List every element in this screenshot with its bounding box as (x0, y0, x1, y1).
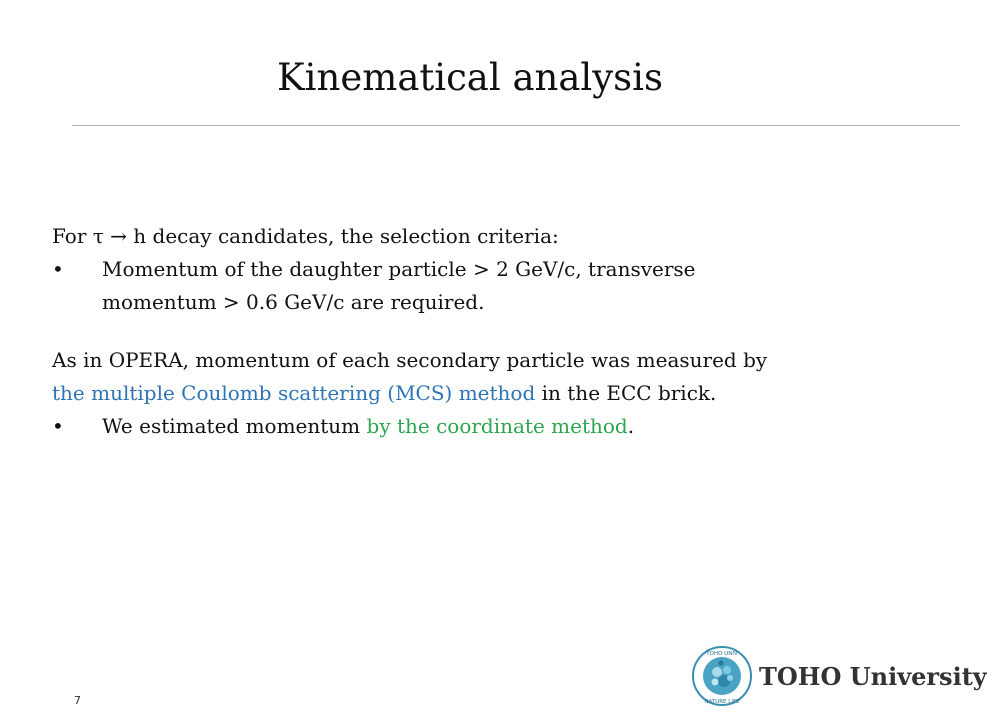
bullet2-text (102, 410, 932, 443)
title-divider (72, 125, 960, 126)
university-name: TOHO University (759, 661, 987, 691)
slide-body (52, 220, 932, 443)
para2-line2 (52, 377, 932, 410)
toho-university-logo (691, 646, 987, 706)
bullet1-line2: momentum > 0.6 GeV/c are required. (102, 290, 485, 314)
university-seal-icon (691, 645, 753, 707)
page-number: 7 (74, 694, 81, 707)
bullet1-line1: Momentum of the daughter particle > 2 GeV/c, transverse (102, 257, 696, 281)
slide-title: Kinematical analysis (277, 56, 663, 99)
para2-line2-rest: in the ECC brick. (535, 381, 717, 405)
bullet-item-selection (52, 253, 932, 319)
bullet-glyph: • (52, 414, 64, 438)
bullet2-start: We estimated momentum (102, 414, 367, 438)
intro-line: For τ → h decay candidates, the selection criteria: (52, 224, 559, 248)
bullet-glyph: • (52, 257, 64, 281)
para2-line1: As in OPERA, momentum of each secondary particle was measured by (52, 348, 768, 372)
mcs-method-highlight: the multiple Coulomb scattering (MCS) method (52, 381, 536, 405)
coordinate-method-highlight: by the coordinate method (366, 414, 628, 438)
svg-text:NATURE LIFE: NATURE LIFE (704, 699, 740, 705)
bullet-item-coordinate (52, 410, 932, 443)
bullet-text (102, 253, 932, 319)
paragraph-spacer (52, 319, 932, 344)
svg-text:TOHO UNIV: TOHO UNIV (706, 651, 738, 657)
bullet2-end: . (627, 414, 635, 438)
